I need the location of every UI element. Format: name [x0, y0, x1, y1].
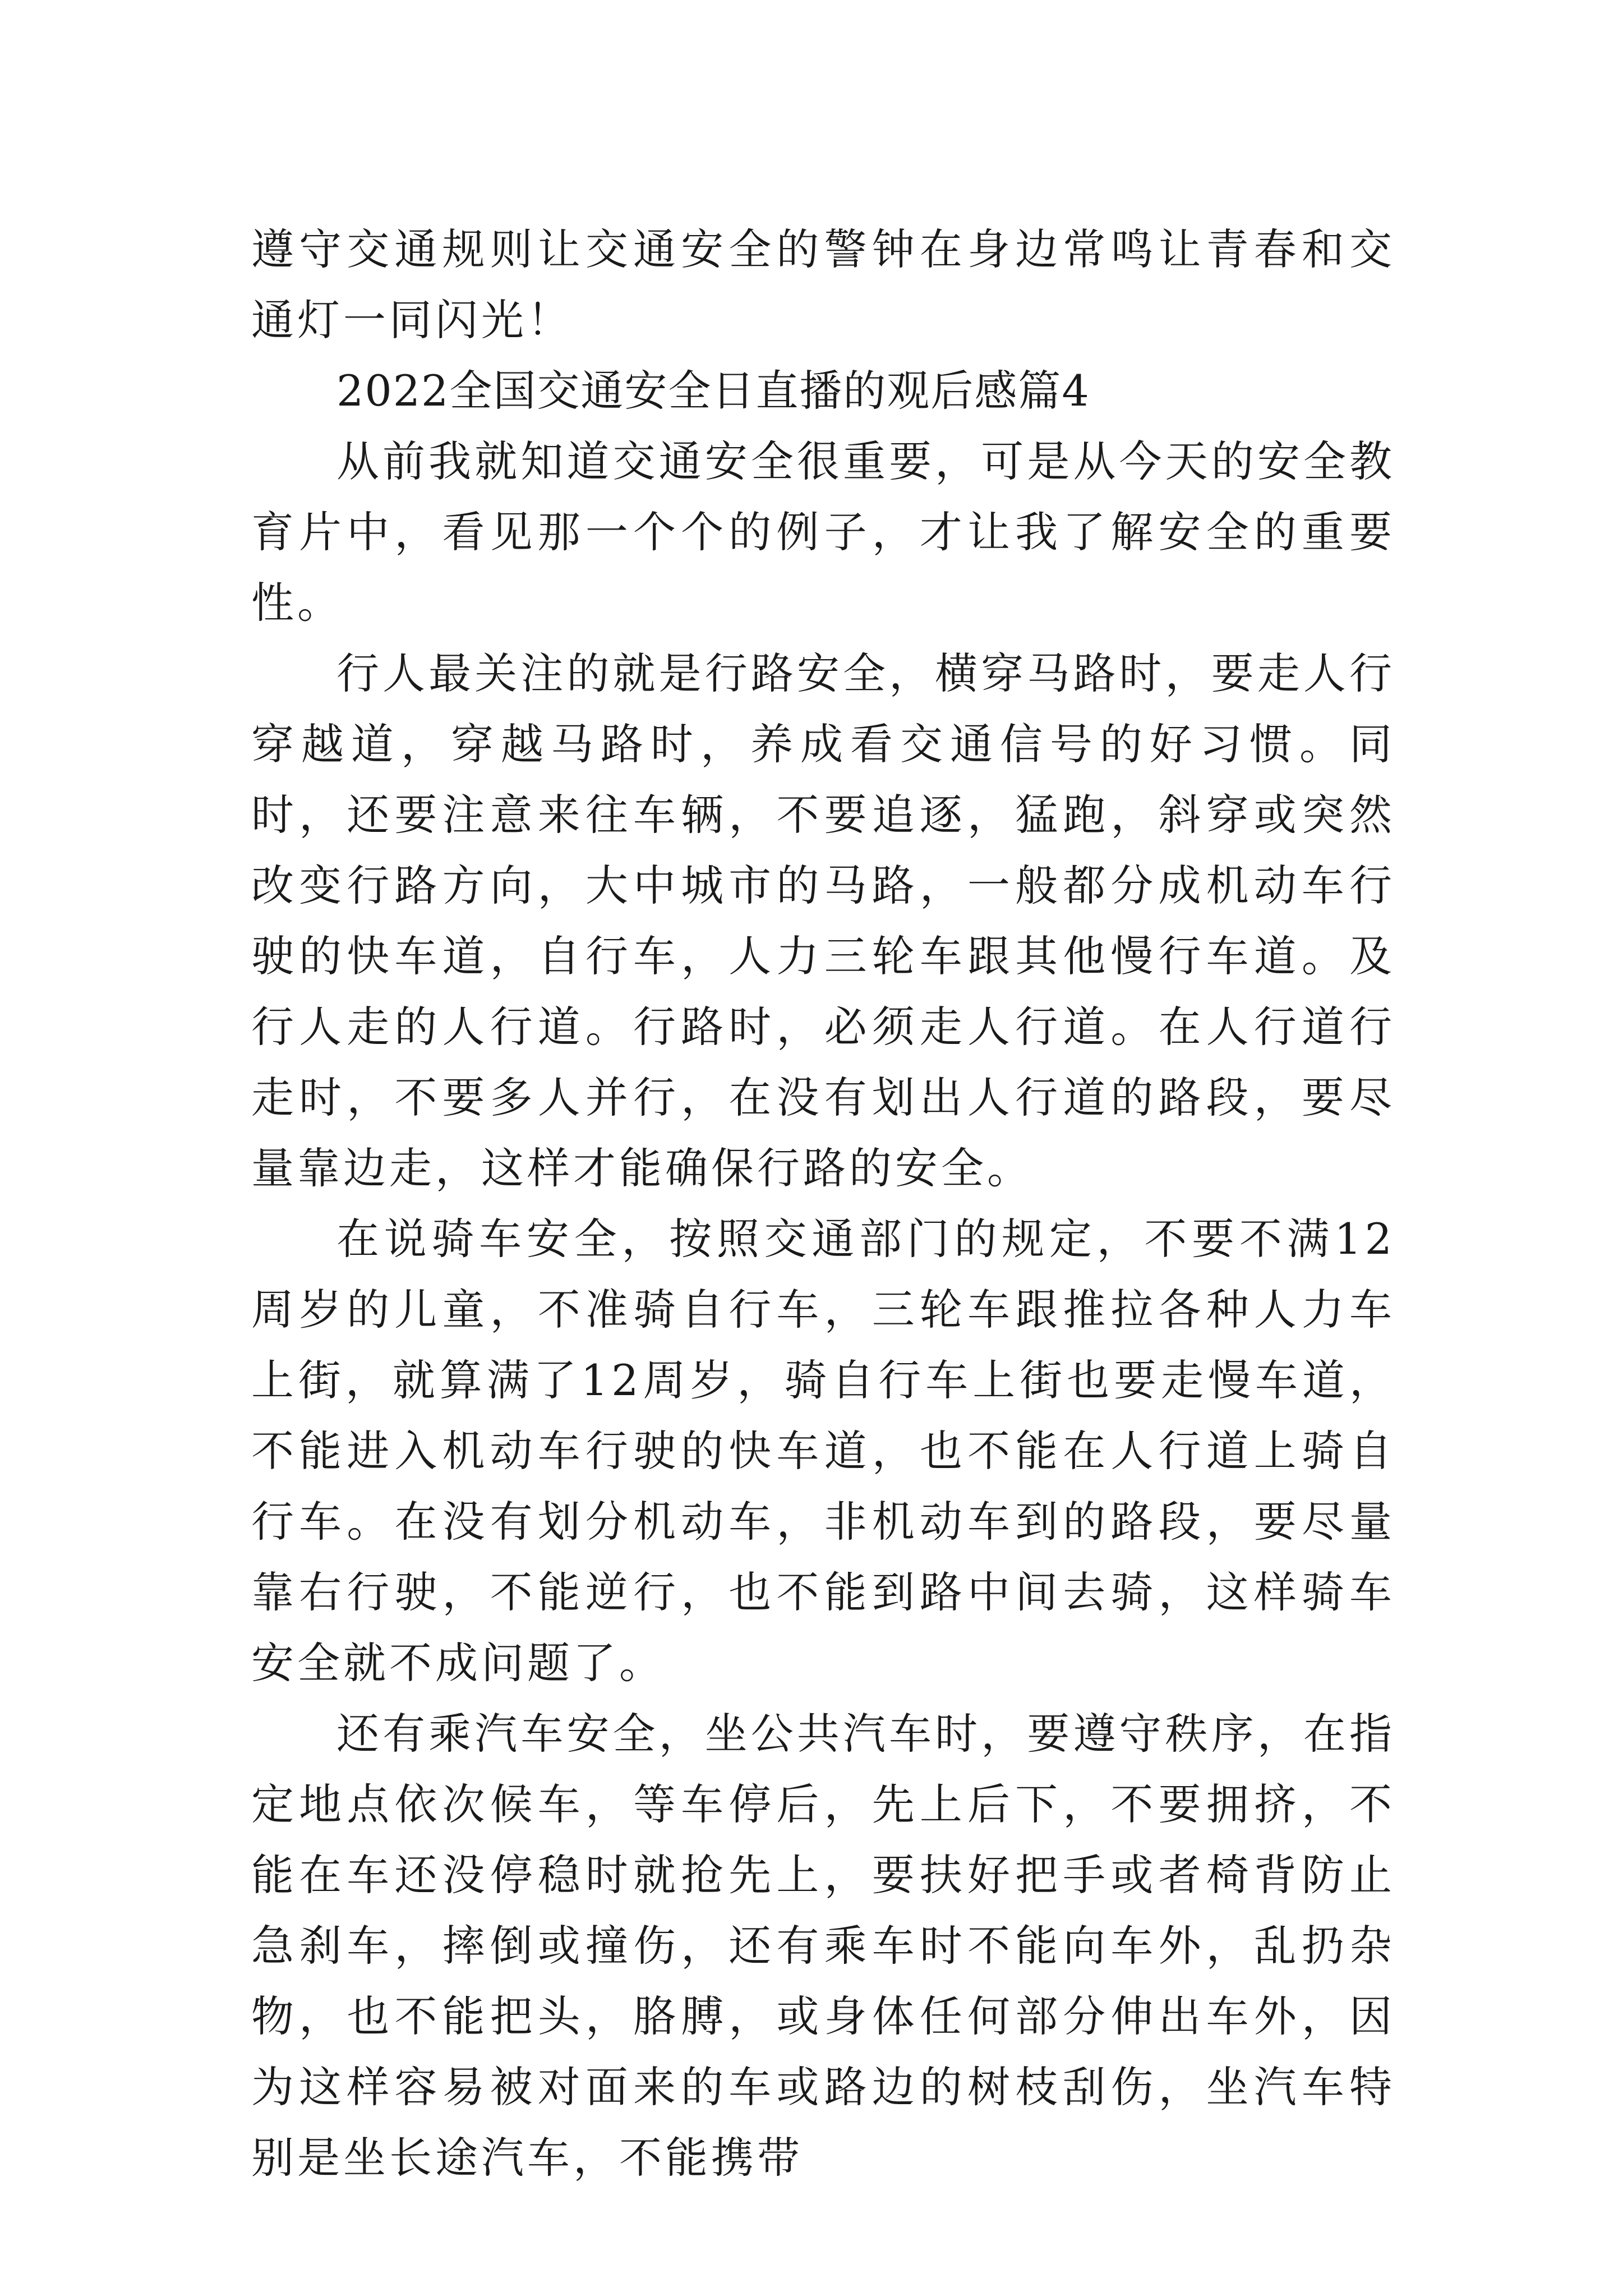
paragraph-pedestrian-safety: 行人最关注的就是行路安全，横穿马路时，要走人行穿越道，穿越马路时，养成看交通信号的好习惯。同时，还要注意来往车辆，不要追逐，猛跑，斜穿或突然改变行路方向，大中城市的马路，一般都分成机动车行驶的快车道，自行车，人力三轮车跟其他慢行车道。及行人走的人行道。行路时，必须走人行道。在人行道行走时，不要多人并行，在没有划出人行道的路段，要尽量靠边走，这样才能确保行路的安全。: [251, 648, 1395, 1193]
paragraph-continuation: 遵守交通规则让交通安全的警钟在身边常鸣让青春和交通灯一同闪光！: [251, 224, 1395, 345]
paragraph-bus-safety: 还有乘汽车安全，坐公共汽车时，要遵守秩序，在指定地点依次候车，等车停后，先上后下，不要拥挤，不能在车还没停稳时就抢先上，要扶好把手或者椅背防止急刹车，摔倒或撞伤，还有乘车时不能向车外，乱扔杂物，也不能把头，胳膊，或身体任何部分伸出车外，因为这样容易被对面来的车或路边的树枝刮伤，坐汽车特别是坐长途汽车，不能携带: [251, 1709, 1395, 2183]
paragraph-intro: 从前我就知道交通安全很重要，可是从今天的安全教育片中，看见那一个个的例子，才让我了解安全的重要性。: [251, 436, 1395, 628]
paragraph-cycling-safety: 在说骑车安全，按照交通部门的规定，不要不满12周岁的儿童，不准骑自行车，三轮车跟推拉各种人力车上街，就算满了12周岁，骑自行车上街也要走慢车道，不能进入机动车行驶的快车道，也不能在人行道上骑自行车。在没有划分机动车，非机动车到的路段，要尽量靠右行驶，不能逆行，也不能到路中间去骑，这样骑车安全就不成问题了。: [251, 1214, 1395, 1688]
document-body: [251, 214, 1395, 2193]
section-heading: 2022全国交通安全日直播的观后感篇4: [336, 366, 1090, 416]
